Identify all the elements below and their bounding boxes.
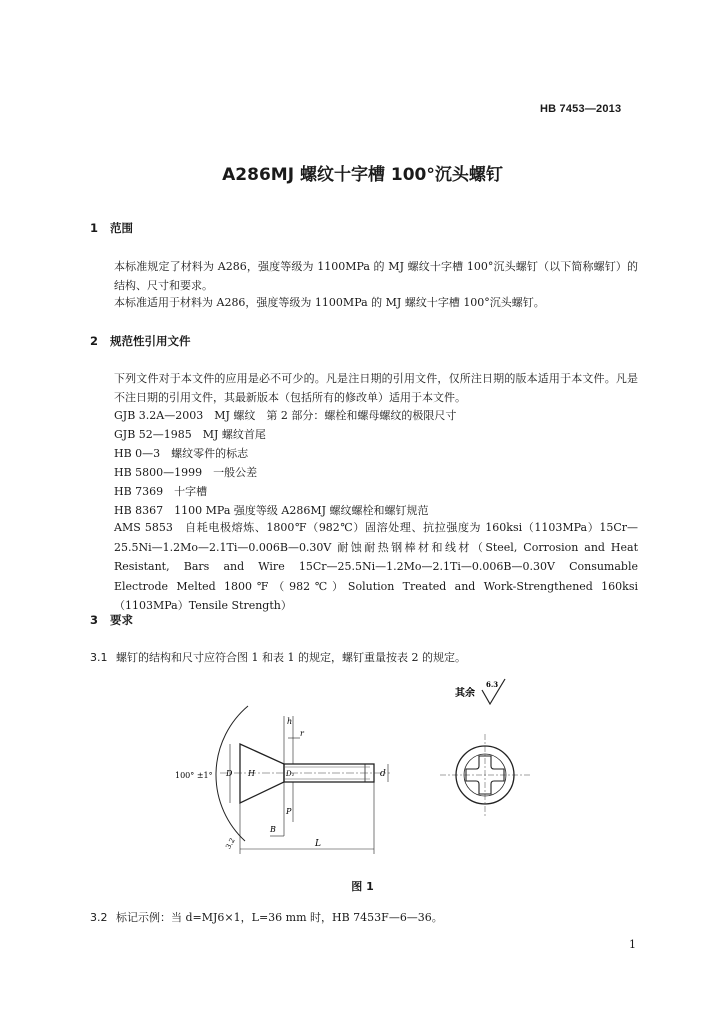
clause-number: 3.2: [90, 911, 108, 924]
dim-P: P: [286, 807, 292, 816]
section-title: 范围: [110, 221, 133, 235]
paragraph-text: 本标准规定了材料为 A286，强度等级为 1100MPa 的 MJ 螺纹十字槽 100°沉头螺钉（以下简称螺钉）的结构、尺寸和要求。: [114, 260, 638, 292]
clause-3-1: [90, 648, 638, 667]
reference-item: GJB 52—1985 MJ 螺纹首尾: [114, 428, 266, 441]
reference-item: GJB 3.2A—2003 MJ 螺纹 第 2 部分：螺栓和螺母螺纹的极限尺寸: [114, 409, 457, 422]
reference-item-ams: [90, 518, 638, 616]
dim-D: D: [226, 769, 233, 778]
page-title: A286MJ 螺纹十字槽 100°沉头螺钉: [222, 165, 503, 185]
reference-item: HB 8367 1100 MPa 强度等级 A286MJ 螺纹螺栓和螺钉规范: [114, 504, 429, 517]
figure-caption: 图 1: [351, 880, 374, 893]
paragraph-text: 本标准适用于材料为 A286，强度等级为 1100MPa 的 MJ 螺纹十字槽 100°沉头螺钉。: [114, 296, 545, 309]
angle-label: 100° ±1°: [175, 771, 213, 780]
section-number: 1: [90, 221, 99, 235]
paragraph-text: AMS 5853 自耗电极熔炼、1800℉（982℃）固溶处理、抗拉强度为 160ksi（1103MPa）15Cr—25.5Ni—1.2Mo—2.1Ti—0.006B—0.30V 耐蚀耐热钢棒材和线材（Steel, Corrosion and Heat Resistant, Bars and Wire 15Cr—25.5Ni—1.2Mo—2.1Ti—0.006B—0.30V Consumable Electrode Melted 1800℉（982℃）Solution Treated and Work-Strengthened 160ksi（1103MPa）Tensile Strength）: [114, 521, 638, 612]
reference-item: HB 7369 十字槽: [114, 485, 208, 498]
reference-item: HB 5800—1999 一般公差: [114, 466, 258, 479]
dim-d: d: [380, 769, 386, 779]
dim-L: L: [315, 839, 321, 849]
section-2-heading: [90, 333, 191, 349]
section-3-heading: [90, 612, 133, 628]
dim-B: B: [270, 825, 276, 834]
screw-head: [240, 744, 284, 803]
paragraph-text: 螺钉的结构和尺寸应符合图 1 和表 1 的规定，螺钉重量按表 2 的规定。: [116, 651, 466, 664]
section-1-paragraph-2: [90, 293, 638, 312]
section-number: 3: [90, 613, 99, 627]
dim-r: r: [300, 729, 304, 738]
dim-h: h: [287, 717, 293, 726]
section-1-heading: [90, 220, 133, 236]
section-title: 要求: [110, 613, 133, 627]
dim-H-head: H: [248, 769, 255, 778]
clause-number: 3.1: [90, 651, 108, 664]
section-2-paragraph-1: [90, 369, 638, 407]
clause-3-2: [90, 908, 638, 927]
roughness-value: 6.3: [486, 680, 499, 689]
section-title: 规范性引用文件: [110, 334, 191, 348]
figure-1-drawing: [160, 676, 560, 876]
reference-item: HB 0—3 螺纹零件的标志: [114, 447, 249, 460]
dim-C: 3.2: [224, 836, 237, 851]
roughness-label: 其余: [455, 688, 475, 699]
paragraph-text: 下列文件对于本文件的应用是必不可少的。凡是注日期的引用文件，仅所注日期的版本适用于本文件。凡是不注日期的引用文件，其最新版本（包括所有的修改单）适用于本文件。: [114, 372, 638, 404]
section-number: 2: [90, 334, 99, 348]
section-1-paragraph-1: [90, 257, 638, 295]
paragraph-text: 标记示例：当 d=MJ6×1，L=36 mm 时，HB 7453F—6—36。: [116, 911, 443, 924]
standard-number: HB 7453—2013: [540, 103, 622, 115]
dim-D1: D₁: [286, 770, 295, 778]
page-number: 1: [629, 938, 636, 951]
